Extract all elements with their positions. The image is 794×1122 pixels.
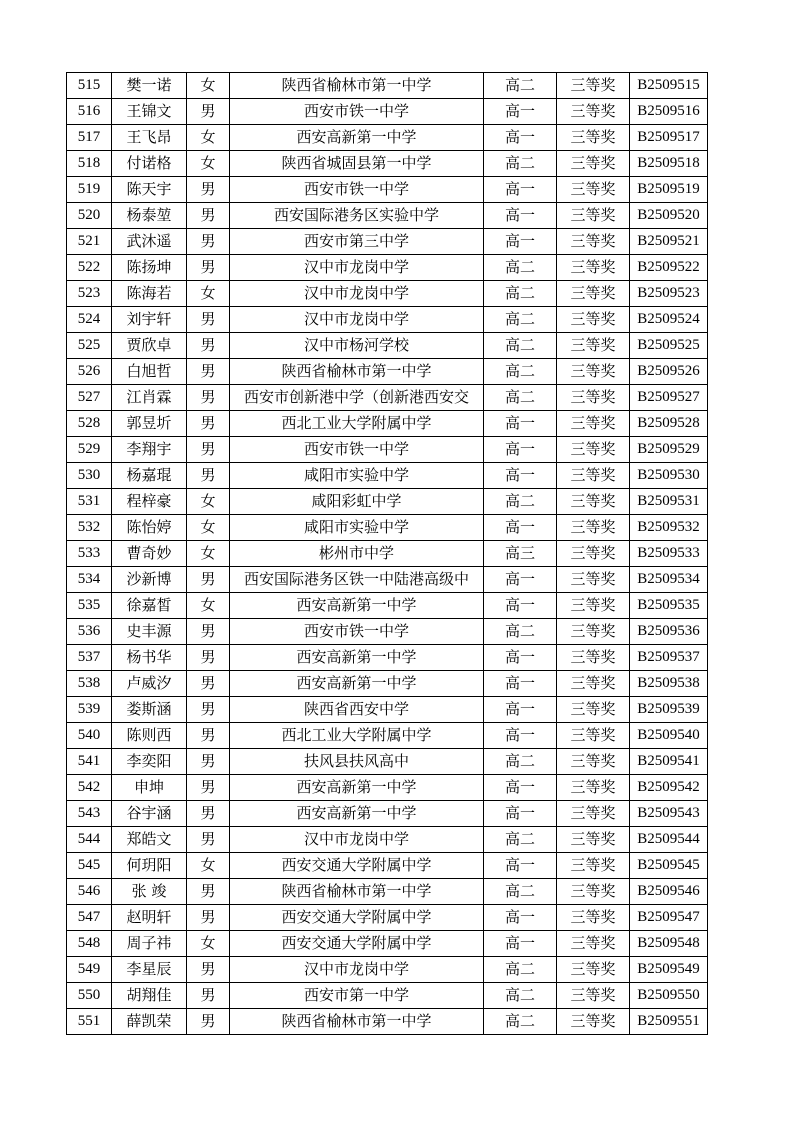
award-level-cell: 三等奖	[557, 957, 630, 983]
grade-level-cell: 高二	[484, 489, 557, 515]
grade-level-cell: 高二	[484, 619, 557, 645]
school-name-cell: 西安交通大学附属中学	[230, 931, 484, 957]
row-number-cell: 527	[67, 385, 112, 411]
school-name-cell: 彬州市中学	[230, 541, 484, 567]
certificate-id-cell: B2509515	[630, 73, 708, 99]
gender-cell: 男	[187, 1009, 230, 1035]
certificate-id-cell: B2509523	[630, 281, 708, 307]
school-name-cell: 陕西省榆林市第一中学	[230, 879, 484, 905]
award-level-cell: 三等奖	[557, 905, 630, 931]
gender-cell: 男	[187, 957, 230, 983]
school-name-cell: 汉中市龙岗中学	[230, 255, 484, 281]
student-name-cell: 娄斯涵	[112, 697, 187, 723]
award-level-cell: 三等奖	[557, 541, 630, 567]
table-row	[67, 515, 708, 541]
grade-level-cell: 高一	[484, 931, 557, 957]
student-name-cell: 付诺格	[112, 151, 187, 177]
student-name-cell: 李奕阳	[112, 749, 187, 775]
table-row	[67, 125, 708, 151]
grade-level-cell: 高二	[484, 385, 557, 411]
award-level-cell: 三等奖	[557, 385, 630, 411]
grade-level-cell: 高二	[484, 983, 557, 1009]
student-name-cell: 申坤	[112, 775, 187, 801]
school-name-cell: 汉中市龙岗中学	[230, 957, 484, 983]
award-roster-table	[66, 72, 708, 1035]
school-name-cell: 西北工业大学附属中学	[230, 723, 484, 749]
row-number-cell: 529	[67, 437, 112, 463]
gender-cell: 男	[187, 463, 230, 489]
award-level-cell: 三等奖	[557, 229, 630, 255]
grade-level-cell: 高一	[484, 723, 557, 749]
certificate-id-cell: B2509541	[630, 749, 708, 775]
school-name-cell: 西安国际港务区铁一中陆港高级中	[230, 567, 484, 593]
row-number-cell: 517	[67, 125, 112, 151]
gender-cell: 男	[187, 255, 230, 281]
grade-level-cell: 高二	[484, 827, 557, 853]
certificate-id-cell: B2509526	[630, 359, 708, 385]
row-number-cell: 525	[67, 333, 112, 359]
row-number-cell: 520	[67, 203, 112, 229]
gender-cell: 女	[187, 73, 230, 99]
award-level-cell: 三等奖	[557, 177, 630, 203]
award-level-cell: 三等奖	[557, 853, 630, 879]
gender-cell: 男	[187, 827, 230, 853]
roster-body	[67, 73, 708, 1035]
gender-cell: 男	[187, 749, 230, 775]
gender-cell: 男	[187, 619, 230, 645]
award-level-cell: 三等奖	[557, 801, 630, 827]
gender-cell: 男	[187, 411, 230, 437]
school-name-cell: 西北工业大学附属中学	[230, 411, 484, 437]
certificate-id-cell: B2509525	[630, 333, 708, 359]
school-name-cell: 西安高新第一中学	[230, 125, 484, 151]
school-name-cell: 西安市创新港中学（创新港西安交	[230, 385, 484, 411]
certificate-id-cell: B2509522	[630, 255, 708, 281]
award-level-cell: 三等奖	[557, 463, 630, 489]
table-row	[67, 255, 708, 281]
certificate-id-cell: B2509549	[630, 957, 708, 983]
grade-level-cell: 高一	[484, 853, 557, 879]
row-number-cell: 521	[67, 229, 112, 255]
gender-cell: 男	[187, 229, 230, 255]
award-level-cell: 三等奖	[557, 619, 630, 645]
award-level-cell: 三等奖	[557, 125, 630, 151]
table-row	[67, 385, 708, 411]
row-number-cell: 542	[67, 775, 112, 801]
row-number-cell: 539	[67, 697, 112, 723]
school-name-cell: 西安市铁一中学	[230, 99, 484, 125]
row-number-cell: 537	[67, 645, 112, 671]
school-name-cell: 西安交通大学附属中学	[230, 905, 484, 931]
certificate-id-cell: B2509530	[630, 463, 708, 489]
gender-cell: 男	[187, 697, 230, 723]
certificate-id-cell: B2509524	[630, 307, 708, 333]
table-row	[67, 957, 708, 983]
grade-level-cell: 高二	[484, 957, 557, 983]
student-name-cell: 何玥阳	[112, 853, 187, 879]
row-number-cell: 538	[67, 671, 112, 697]
student-name-cell: 周子祎	[112, 931, 187, 957]
grade-level-cell: 高一	[484, 437, 557, 463]
certificate-id-cell: B2509548	[630, 931, 708, 957]
grade-level-cell: 高一	[484, 125, 557, 151]
grade-level-cell: 高二	[484, 151, 557, 177]
gender-cell: 男	[187, 879, 230, 905]
school-name-cell: 西安市铁一中学	[230, 437, 484, 463]
student-name-cell: 王锦文	[112, 99, 187, 125]
table-row	[67, 593, 708, 619]
grade-level-cell: 高一	[484, 801, 557, 827]
grade-level-cell: 高二	[484, 1009, 557, 1035]
certificate-id-cell: B2509533	[630, 541, 708, 567]
award-level-cell: 三等奖	[557, 723, 630, 749]
row-number-cell: 541	[67, 749, 112, 775]
gender-cell: 女	[187, 593, 230, 619]
certificate-id-cell: B2509542	[630, 775, 708, 801]
certificate-id-cell: B2509545	[630, 853, 708, 879]
school-name-cell: 西安高新第一中学	[230, 645, 484, 671]
student-name-cell: 杨嘉琨	[112, 463, 187, 489]
certificate-id-cell: B2509538	[630, 671, 708, 697]
student-name-cell: 陈海若	[112, 281, 187, 307]
award-level-cell: 三等奖	[557, 437, 630, 463]
student-name-cell: 李星辰	[112, 957, 187, 983]
student-name-cell: 刘宇轩	[112, 307, 187, 333]
student-name-cell: 史丰源	[112, 619, 187, 645]
gender-cell: 男	[187, 567, 230, 593]
certificate-id-cell: B2509519	[630, 177, 708, 203]
school-name-cell: 西安市第三中学	[230, 229, 484, 255]
grade-level-cell: 高二	[484, 333, 557, 359]
table-row	[67, 229, 708, 255]
school-name-cell: 西安高新第一中学	[230, 801, 484, 827]
award-level-cell: 三等奖	[557, 489, 630, 515]
row-number-cell: 536	[67, 619, 112, 645]
student-name-cell: 张 竣	[112, 879, 187, 905]
certificate-id-cell: B2509539	[630, 697, 708, 723]
table-row	[67, 931, 708, 957]
table-row	[67, 489, 708, 515]
table-row	[67, 541, 708, 567]
certificate-id-cell: B2509537	[630, 645, 708, 671]
grade-level-cell: 高三	[484, 541, 557, 567]
award-level-cell: 三等奖	[557, 151, 630, 177]
student-name-cell: 杨泰堃	[112, 203, 187, 229]
award-level-cell: 三等奖	[557, 359, 630, 385]
certificate-id-cell: B2509551	[630, 1009, 708, 1035]
school-name-cell: 汉中市杨河学校	[230, 333, 484, 359]
school-name-cell: 西安高新第一中学	[230, 593, 484, 619]
row-number-cell: 522	[67, 255, 112, 281]
grade-level-cell: 高一	[484, 775, 557, 801]
row-number-cell: 530	[67, 463, 112, 489]
award-level-cell: 三等奖	[557, 567, 630, 593]
award-level-cell: 三等奖	[557, 333, 630, 359]
row-number-cell: 544	[67, 827, 112, 853]
gender-cell: 男	[187, 437, 230, 463]
school-name-cell: 西安高新第一中学	[230, 671, 484, 697]
row-number-cell: 533	[67, 541, 112, 567]
award-level-cell: 三等奖	[557, 931, 630, 957]
gender-cell: 男	[187, 307, 230, 333]
row-number-cell: 547	[67, 905, 112, 931]
school-name-cell: 陕西省榆林市第一中学	[230, 73, 484, 99]
table-row	[67, 203, 708, 229]
certificate-id-cell: B2509532	[630, 515, 708, 541]
table-row	[67, 411, 708, 437]
award-level-cell: 三等奖	[557, 307, 630, 333]
school-name-cell: 汉中市龙岗中学	[230, 281, 484, 307]
student-name-cell: 郭昱圻	[112, 411, 187, 437]
school-name-cell: 西安市铁一中学	[230, 619, 484, 645]
grade-level-cell: 高一	[484, 697, 557, 723]
gender-cell: 女	[187, 151, 230, 177]
student-name-cell: 曹奇妙	[112, 541, 187, 567]
table-row	[67, 1009, 708, 1035]
student-name-cell: 江肖霖	[112, 385, 187, 411]
row-number-cell: 535	[67, 593, 112, 619]
row-number-cell: 543	[67, 801, 112, 827]
student-name-cell: 白旭哲	[112, 359, 187, 385]
row-number-cell: 534	[67, 567, 112, 593]
grade-level-cell: 高二	[484, 359, 557, 385]
table-row	[67, 463, 708, 489]
grade-level-cell: 高一	[484, 645, 557, 671]
school-name-cell: 陕西省榆林市第一中学	[230, 1009, 484, 1035]
award-level-cell: 三等奖	[557, 983, 630, 1009]
grade-level-cell: 高一	[484, 411, 557, 437]
award-level-cell: 三等奖	[557, 203, 630, 229]
gender-cell: 男	[187, 99, 230, 125]
award-level-cell: 三等奖	[557, 515, 630, 541]
table-row	[67, 723, 708, 749]
row-number-cell: 546	[67, 879, 112, 905]
grade-level-cell: 高一	[484, 515, 557, 541]
certificate-id-cell: B2509521	[630, 229, 708, 255]
table-row	[67, 697, 708, 723]
award-level-cell: 三等奖	[557, 593, 630, 619]
certificate-id-cell: B2509516	[630, 99, 708, 125]
student-name-cell: 武沐遥	[112, 229, 187, 255]
certificate-id-cell: B2509528	[630, 411, 708, 437]
certificate-id-cell: B2509531	[630, 489, 708, 515]
grade-level-cell: 高一	[484, 229, 557, 255]
award-level-cell: 三等奖	[557, 645, 630, 671]
school-name-cell: 汉中市龙岗中学	[230, 307, 484, 333]
grade-level-cell: 高一	[484, 567, 557, 593]
certificate-id-cell: B2509544	[630, 827, 708, 853]
table-row	[67, 827, 708, 853]
gender-cell: 女	[187, 853, 230, 879]
award-level-cell: 三等奖	[557, 411, 630, 437]
table-row	[67, 73, 708, 99]
table-row	[67, 307, 708, 333]
certificate-id-cell: B2509529	[630, 437, 708, 463]
certificate-id-cell: B2509540	[630, 723, 708, 749]
table-row	[67, 281, 708, 307]
table-row	[67, 749, 708, 775]
certificate-id-cell: B2509518	[630, 151, 708, 177]
grade-level-cell: 高二	[484, 281, 557, 307]
school-name-cell: 西安市第一中学	[230, 983, 484, 1009]
grade-level-cell: 高一	[484, 177, 557, 203]
row-number-cell: 549	[67, 957, 112, 983]
student-name-cell: 程梓豪	[112, 489, 187, 515]
row-number-cell: 523	[67, 281, 112, 307]
student-name-cell: 谷宇涵	[112, 801, 187, 827]
gender-cell: 男	[187, 333, 230, 359]
award-level-cell: 三等奖	[557, 697, 630, 723]
grade-level-cell: 高一	[484, 463, 557, 489]
row-number-cell: 548	[67, 931, 112, 957]
gender-cell: 男	[187, 359, 230, 385]
row-number-cell: 540	[67, 723, 112, 749]
table-row	[67, 99, 708, 125]
row-number-cell: 545	[67, 853, 112, 879]
grade-level-cell: 高一	[484, 671, 557, 697]
award-level-cell: 三等奖	[557, 879, 630, 905]
table-row	[67, 619, 708, 645]
certificate-id-cell: B2509550	[630, 983, 708, 1009]
school-name-cell: 汉中市龙岗中学	[230, 827, 484, 853]
gender-cell: 女	[187, 931, 230, 957]
student-name-cell: 胡翔佳	[112, 983, 187, 1009]
student-name-cell: 陈扬坤	[112, 255, 187, 281]
school-name-cell: 咸阳彩虹中学	[230, 489, 484, 515]
gender-cell: 男	[187, 983, 230, 1009]
gender-cell: 男	[187, 905, 230, 931]
table-row	[67, 151, 708, 177]
school-name-cell: 陕西省西安中学	[230, 697, 484, 723]
award-level-cell: 三等奖	[557, 73, 630, 99]
gender-cell: 男	[187, 645, 230, 671]
gender-cell: 女	[187, 489, 230, 515]
award-level-cell: 三等奖	[557, 99, 630, 125]
student-name-cell: 徐嘉皙	[112, 593, 187, 619]
certificate-id-cell: B2509534	[630, 567, 708, 593]
row-number-cell: 526	[67, 359, 112, 385]
award-level-cell: 三等奖	[557, 255, 630, 281]
table-row	[67, 333, 708, 359]
certificate-id-cell: B2509517	[630, 125, 708, 151]
gender-cell: 男	[187, 671, 230, 697]
school-name-cell: 咸阳市实验中学	[230, 463, 484, 489]
school-name-cell: 西安交通大学附属中学	[230, 853, 484, 879]
student-name-cell: 李翔宇	[112, 437, 187, 463]
row-number-cell: 515	[67, 73, 112, 99]
table-row	[67, 177, 708, 203]
gender-cell: 男	[187, 177, 230, 203]
certificate-id-cell: B2509535	[630, 593, 708, 619]
gender-cell: 男	[187, 203, 230, 229]
row-number-cell: 551	[67, 1009, 112, 1035]
table-row	[67, 879, 708, 905]
student-name-cell: 薛凯荣	[112, 1009, 187, 1035]
student-name-cell: 杨书华	[112, 645, 187, 671]
award-level-cell: 三等奖	[557, 827, 630, 853]
table-row	[67, 983, 708, 1009]
award-level-cell: 三等奖	[557, 281, 630, 307]
table-row	[67, 853, 708, 879]
gender-cell: 男	[187, 801, 230, 827]
table-row	[67, 567, 708, 593]
student-name-cell: 赵明轩	[112, 905, 187, 931]
certificate-id-cell: B2509520	[630, 203, 708, 229]
student-name-cell: 王飞昂	[112, 125, 187, 151]
grade-level-cell: 高二	[484, 879, 557, 905]
grade-level-cell: 高一	[484, 593, 557, 619]
row-number-cell: 518	[67, 151, 112, 177]
student-name-cell: 陈天宇	[112, 177, 187, 203]
table-row	[67, 905, 708, 931]
gender-cell: 女	[187, 541, 230, 567]
gender-cell: 男	[187, 385, 230, 411]
gender-cell: 男	[187, 723, 230, 749]
student-name-cell: 陈怡婷	[112, 515, 187, 541]
table-row	[67, 801, 708, 827]
table-row	[67, 671, 708, 697]
student-name-cell: 樊一诺	[112, 73, 187, 99]
grade-level-cell: 高二	[484, 749, 557, 775]
award-level-cell: 三等奖	[557, 671, 630, 697]
grade-level-cell: 高二	[484, 73, 557, 99]
award-level-cell: 三等奖	[557, 1009, 630, 1035]
student-name-cell: 贾欣卓	[112, 333, 187, 359]
certificate-id-cell: B2509527	[630, 385, 708, 411]
certificate-id-cell: B2509543	[630, 801, 708, 827]
row-number-cell: 528	[67, 411, 112, 437]
row-number-cell: 524	[67, 307, 112, 333]
award-level-cell: 三等奖	[557, 775, 630, 801]
row-number-cell: 519	[67, 177, 112, 203]
table-row	[67, 645, 708, 671]
school-name-cell: 西安国际港务区实验中学	[230, 203, 484, 229]
school-name-cell: 咸阳市实验中学	[230, 515, 484, 541]
grade-level-cell: 高一	[484, 203, 557, 229]
certificate-id-cell: B2509546	[630, 879, 708, 905]
gender-cell: 男	[187, 775, 230, 801]
school-name-cell: 扶风县扶风高中	[230, 749, 484, 775]
gender-cell: 女	[187, 281, 230, 307]
school-name-cell: 西安高新第一中学	[230, 775, 484, 801]
school-name-cell: 陕西省城固县第一中学	[230, 151, 484, 177]
table-row	[67, 437, 708, 463]
row-number-cell: 531	[67, 489, 112, 515]
student-name-cell: 陈则西	[112, 723, 187, 749]
school-name-cell: 西安市铁一中学	[230, 177, 484, 203]
school-name-cell: 陕西省榆林市第一中学	[230, 359, 484, 385]
student-name-cell: 卢威汐	[112, 671, 187, 697]
student-name-cell: 郑皓文	[112, 827, 187, 853]
table-row	[67, 359, 708, 385]
gender-cell: 女	[187, 515, 230, 541]
grade-level-cell: 高二	[484, 307, 557, 333]
row-number-cell: 516	[67, 99, 112, 125]
grade-level-cell: 高二	[484, 255, 557, 281]
certificate-id-cell: B2509547	[630, 905, 708, 931]
award-level-cell: 三等奖	[557, 749, 630, 775]
row-number-cell: 550	[67, 983, 112, 1009]
gender-cell: 女	[187, 125, 230, 151]
row-number-cell: 532	[67, 515, 112, 541]
grade-level-cell: 高一	[484, 905, 557, 931]
table-row	[67, 775, 708, 801]
grade-level-cell: 高一	[484, 99, 557, 125]
student-name-cell: 沙新博	[112, 567, 187, 593]
certificate-id-cell: B2509536	[630, 619, 708, 645]
